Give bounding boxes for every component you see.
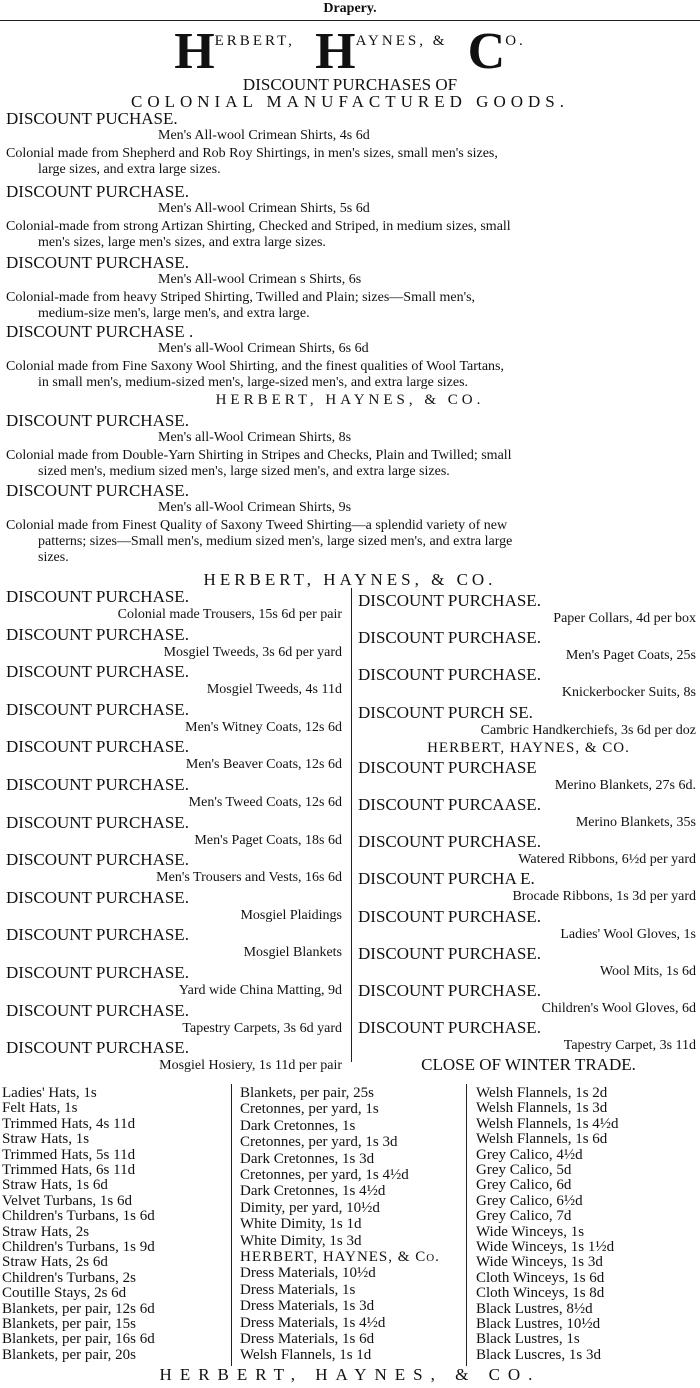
price-list-item: Dress Materials, 1s 4½d xyxy=(240,1314,386,1331)
price-list-item: Black Lustres, 1s xyxy=(476,1331,580,1348)
discount-heading: DISCOUNT PUCHASE. xyxy=(6,109,178,128)
price-list-item: Dress Materials, 1s xyxy=(240,1281,356,1298)
description-line: Colonial made from Finest Quality of Saxony Tweed Shirting—a splendid variety of new xyxy=(6,518,508,533)
discount-heading: DISCOUNT PURCHASE. xyxy=(358,665,541,685)
discount-heading: DISCOUNT PURCH SE. xyxy=(358,702,533,722)
discount-heading: DISCOUNT PURCHASE xyxy=(358,757,537,777)
price-list-item: Dark Cretonnes, 1s 4½d xyxy=(240,1183,386,1200)
price-list-item: Straw Hats, 1s xyxy=(2,1131,90,1148)
item-line: Men's all-Wool Crimean Shirts, 6s 6d xyxy=(158,341,369,356)
discount-heading: DISCOUNT PURCHASE. xyxy=(6,182,189,201)
price-list-item: Wide Winceys, 1s xyxy=(476,1223,585,1240)
discount-heading: DISCOUNT PURCHASE. xyxy=(6,887,189,907)
price-list-item: Cretonnes, per yard, 1s 3d xyxy=(240,1134,398,1151)
price-list-item: Cretonnes, per yard, 1s xyxy=(240,1101,379,1118)
price-list-item: Welsh Flannels, 1s 6d xyxy=(476,1131,608,1148)
price-list-item: Grey Calico, 4½d xyxy=(476,1146,583,1163)
discount-heading: DISCOUNT PURCHASE. xyxy=(6,963,189,982)
item-line: Tapestry Carpet, 3s 11d xyxy=(563,1038,696,1054)
price-list-item: Dark Cretonnes, 1s 3d xyxy=(240,1150,375,1167)
price-list-item: Velvet Turbans, 1s 6d xyxy=(2,1192,133,1209)
item-line: Men's Beaver Coats, 12s 6d xyxy=(185,757,342,773)
item-line: Men's Tweed Coats, 12s 6d xyxy=(188,795,342,810)
price-list-item: Felt Hats, 1s xyxy=(2,1100,78,1117)
discount-heading: DISCOUNT PURCHASE. xyxy=(6,737,189,757)
discount-heading: DISCOUNT PURCHASE. xyxy=(358,1018,541,1038)
discount-heading: DISCOUNT PURCHASE. xyxy=(6,1000,189,1020)
price-list-item: Dimity, per yard, 10½d xyxy=(240,1199,380,1216)
price-list-item: Dark Cretonnes, 1s xyxy=(240,1117,356,1134)
discount-heading: DISCOUNT PURCHASE. xyxy=(6,925,189,945)
price-list-item: Cloth Winceys, 1s 8d xyxy=(476,1285,605,1302)
item-line: Merino Blankets, 35s xyxy=(575,815,696,830)
price-list-item: Blankets, per pair, 15s xyxy=(2,1316,136,1332)
description-line: patterns; sizes—Small men's, medium sized men's, large sized men's, and extra large xyxy=(38,534,513,549)
item-line: Colonial made Trousers, 15s 6d per pair xyxy=(117,607,342,622)
price-list-item: Wide Winceys, 1s 1½d xyxy=(476,1239,615,1255)
description-line: Colonial made from Shepherd and Rob Roy Shirtings, in men's sizes, small men's sizes, xyxy=(6,146,498,161)
description-line: Colonial made from Fine Saxony Wool Shirting, and the finest qualities of Wool Tartans, xyxy=(6,359,504,374)
discount-heading: DISCOUNT PURCHASE. xyxy=(6,850,189,870)
item-line: Men's All-wool Crimean s Shirts, 6s xyxy=(158,272,362,287)
item-line: Men's all-Wool Crimean Shirts, 8s xyxy=(158,430,352,445)
price-list-item: Welsh Flannels, 1s 3d xyxy=(476,1100,608,1117)
discount-heading: DISCOUNT PURCHASE. xyxy=(358,981,541,1000)
discount-heading: DISCOUNT PURCHASE. xyxy=(6,662,189,682)
price-list-item: Straw Hats, 2s xyxy=(2,1223,90,1240)
description-line: in small men's, medium-sized men's, large-sized men's, and extra large sizes. xyxy=(38,375,469,390)
discount-heading: DISCOUNT PURCHASE. xyxy=(6,699,189,719)
price-list-item: Black Luscres, 1s 3d xyxy=(476,1346,601,1363)
item-line: Men's All-wool Crimean Shirts, 5s 6d xyxy=(158,201,370,216)
price-list-item: Blankets, per pair, 12s 6d xyxy=(2,1300,155,1317)
item-line: Watered Ribbons, 6½d per yard xyxy=(518,852,696,868)
discount-heading: DISCOUNT PURCHASE. xyxy=(358,943,541,963)
price-list-item: Wide Winceys, 1s 3d xyxy=(476,1254,603,1271)
price-list-item: Straw Hats, 2s 6d xyxy=(2,1254,108,1271)
list-divider-a xyxy=(231,1084,232,1366)
item-line: Mosgiel Plaidings xyxy=(240,907,342,923)
subtitle-line-2: COLONIAL MANUFACTURED GOODS. xyxy=(131,92,569,111)
description-line: sized men's, medium sized men's, large sized men's, and extra large sizes. xyxy=(38,464,450,479)
item-line: Brocade Ribbons, 1s 3d per yard xyxy=(512,889,696,905)
column-divider-lower xyxy=(351,686,352,1062)
price-list-item: Cloth Winceys, 1s 6d xyxy=(476,1269,605,1286)
discount-heading: DISCOUNT PURCHASE. xyxy=(6,587,189,606)
description-line: Colonial made from Double-Yarn Shirting in Stripes and Checks, Plain and Twilled; small xyxy=(6,448,512,463)
closing-banner: CLOSE OF WINTER TRADE. xyxy=(421,1055,636,1075)
subtitle-line-1: DISCOUNT PURCHASES OF xyxy=(242,75,458,94)
firm-banner: HERBERT, HAYNES, & CO. xyxy=(215,392,485,408)
price-list-item: Coutille Stays, 2s 6d xyxy=(2,1285,127,1302)
price-list-item: Dress Materials, 1s 6d xyxy=(240,1331,375,1347)
discount-heading: DISCOUNT PURCHASE. xyxy=(6,411,189,430)
price-list-item: Cretonnes, per yard, 1s 4½d xyxy=(240,1167,409,1183)
discount-heading: DISCOUNT PURCAASE. xyxy=(358,795,541,814)
firm-banner: HERBERT, HAYNES, & CO. xyxy=(427,739,630,756)
price-list-item: Welsh Flannels, 1s 4½d xyxy=(476,1115,619,1132)
firm-title: HERBERT, HAYNES, & CO. xyxy=(174,23,526,80)
item-line: Men's all-Wool Crimean Shirts, 9s xyxy=(158,500,352,515)
discount-heading: DISCOUNT PURCHASE. xyxy=(6,481,189,500)
item-line: Men's All-wool Crimean Shirts, 4s 6d xyxy=(158,128,370,143)
price-list-item: Grey Calico, 7d xyxy=(476,1208,572,1225)
description-line: medium-size men's, large men's, and extra large. xyxy=(38,306,310,321)
price-list-item: Welsh Flannels, 1s 2d xyxy=(476,1085,608,1101)
header-rule xyxy=(0,20,700,21)
discount-heading: DISCOUNT PURCHASE. xyxy=(6,775,189,794)
price-list-item: White Dimity, 1s 3d xyxy=(240,1232,362,1249)
item-line: Cambric Handkerchiefs, 3s 6d per doz xyxy=(480,722,696,738)
item-line: Merino Blankets, 27s 6d. xyxy=(554,777,696,793)
item-line: Mosgiel Tweeds, 4s 11d xyxy=(206,682,342,698)
price-list-item: HERBERT, HAYNES, & Co. xyxy=(240,1249,440,1265)
discount-heading: DISCOUNT PURCHASE. xyxy=(358,832,541,852)
item-line: Tapestry Carpets, 3s 6d yard xyxy=(182,1020,342,1036)
discount-heading: DISCOUNT PURCHASE. xyxy=(358,628,541,648)
item-line: Mosgiel Blankets xyxy=(243,945,342,961)
item-line: Knickerbocker Suits, 8s xyxy=(561,685,696,701)
footer-firm: HERBERT, HAYNES, & CO. xyxy=(159,1365,541,1384)
discount-heading: DISCOUNT PURCHASE. xyxy=(358,906,541,926)
price-list-item: Grey Calico, 5d xyxy=(476,1162,572,1178)
mid-firm-banner: HERBERT, HAYNES, & CO. xyxy=(203,570,497,589)
item-line: Men's Trousers and Vests, 16s 6d xyxy=(156,870,342,886)
price-list-item: Grey Calico, 6½d xyxy=(476,1192,583,1209)
description-line: large sizes, and extra large sizes. xyxy=(38,162,221,177)
discount-heading: DISCOUNT PURCHASE . xyxy=(6,322,194,341)
description-line: men's sizes, large men's sizes, and extra large sizes. xyxy=(38,235,326,250)
item-line: Yard wide China Matting, 9d xyxy=(178,983,342,998)
price-list-item: Blankets, per pair, 25s xyxy=(240,1085,374,1101)
discount-heading: DISCOUNT PURCHASE. xyxy=(358,591,541,610)
item-line: Men's Paget Coats, 18s 6d xyxy=(194,832,342,848)
price-list-item: White Dimity, 1s 1d xyxy=(240,1216,362,1233)
price-list-item: Welsh Flannels, 1s 1d xyxy=(240,1347,372,1364)
description-line: sizes. xyxy=(38,550,69,565)
discount-heading: DISCOUNT PURCHASE. xyxy=(6,1038,189,1058)
price-list-item: Children's Turbans, 1s 9d xyxy=(2,1239,155,1255)
price-list-item: Children's Turbans, 1s 6d xyxy=(2,1208,155,1225)
item-line: Paper Collars, 4d per box xyxy=(553,611,696,626)
discount-heading: DISCOUNT PURCHASE. xyxy=(6,624,189,644)
price-list-item: Dress Materials, 1s 3d xyxy=(240,1298,375,1315)
price-list-item: Trimmed Hats, 4s 11d xyxy=(2,1115,136,1132)
price-list-item: Trimmed Hats, 5s 11d xyxy=(2,1146,136,1163)
item-line: Children's Wool Gloves, 6d xyxy=(541,1001,696,1016)
item-line: Ladies' Wool Gloves, 1s xyxy=(560,926,696,942)
item-line: Mosgiel Tweeds, 3s 6d per yard xyxy=(163,644,342,660)
list-divider-b xyxy=(466,1084,467,1366)
price-list-item: Blankets, per pair, 16s 6d xyxy=(2,1331,155,1348)
discount-heading: DISCOUNT PURCHASE. xyxy=(6,253,189,272)
price-list-item: Dress Materials, 10½d xyxy=(240,1265,376,1282)
column-divider xyxy=(351,588,352,686)
price-list-item: Grey Calico, 6d xyxy=(476,1177,572,1194)
price-list-item: Trimmed Hats, 6s 11d xyxy=(2,1162,136,1178)
price-list-item: Black Lustres, 8½d xyxy=(476,1300,593,1317)
discount-heading: DISCOUNT PURCHA E. xyxy=(358,869,535,889)
price-list-item: Blankets, per pair, 20s xyxy=(2,1346,136,1363)
item-line: Wool Mits, 1s 6d xyxy=(599,963,696,979)
item-line: Men's Witney Coats, 12s 6d xyxy=(185,719,342,735)
description-line: Colonial-made from strong Artizan Shirting, Checked and Striped, in medium sizes, small xyxy=(6,219,511,234)
price-list-item: Children's Turbans, 2s xyxy=(2,1269,136,1286)
price-list-item: Ladies' Hats, 1s xyxy=(2,1085,97,1101)
description-line: Colonial-made from heavy Striped Shirting, Twilled and Plain; sizes—Small men's, xyxy=(6,290,476,305)
price-list-item: Black Lustres, 10½d xyxy=(476,1316,601,1332)
item-line: Men's Paget Coats, 25s xyxy=(565,648,696,664)
price-list-item: Straw Hats, 1s 6d xyxy=(2,1177,108,1194)
discount-heading: DISCOUNT PURCHASE. xyxy=(6,812,189,832)
item-line: Mosgiel Hosiery, 1s 11d per pair xyxy=(159,1058,342,1074)
section-category: Drapery. xyxy=(323,1,377,16)
